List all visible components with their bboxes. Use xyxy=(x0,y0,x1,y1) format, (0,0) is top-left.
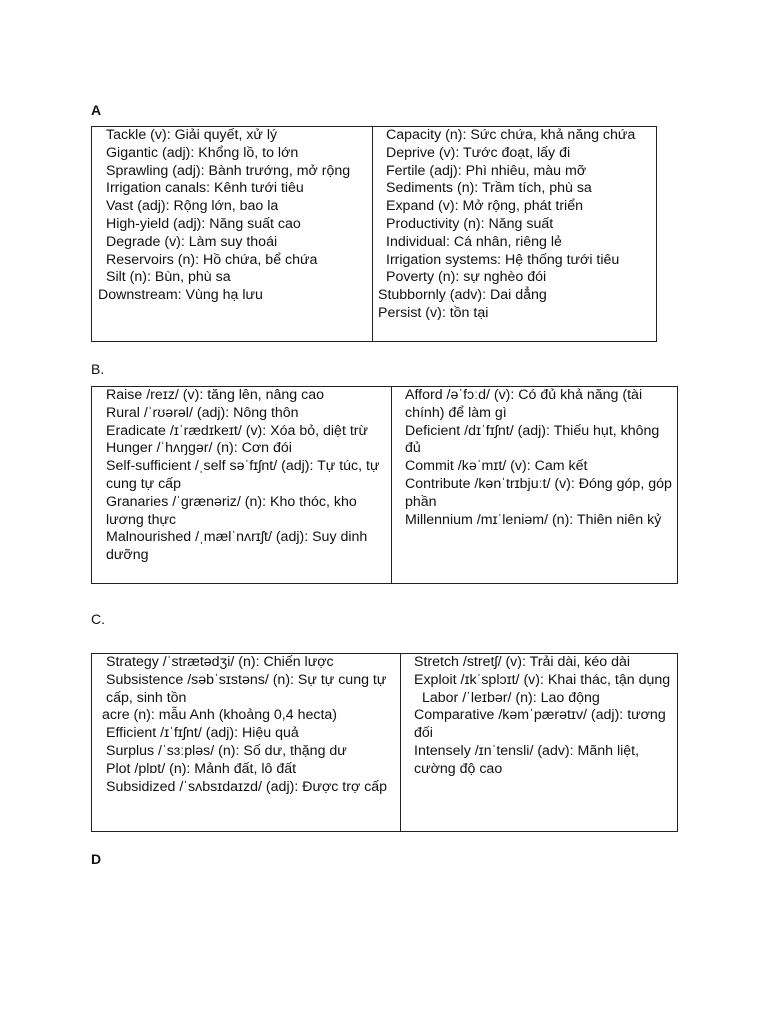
vocab-entry: Plot /plɒt/ (n): Mảnh đất, lô đất xyxy=(106,760,297,777)
vocab-entry: Poverty (n): sự nghèo đói xyxy=(386,269,547,286)
vocab-entry: Granaries /ˈɡrænəriz/ (n): Kho thóc, kho lương thực xyxy=(106,493,357,528)
vocab-entry: Commit /kəˈmɪt/ (v): Cam kết xyxy=(405,458,588,475)
vocab-entry: Individual: Cá nhân, riêng lẻ xyxy=(386,233,562,250)
section-b-heading: B. xyxy=(91,361,105,377)
vocab-entry: Surplus /ˈsɜːpləs/ (n): Số dư, thặng dư xyxy=(106,742,347,759)
vocab-entry: Intensely /ɪnˈtensli/ (adv): Mãnh liệt, cường độ cao xyxy=(414,742,640,777)
vocab-entry: Rural /ˈrʊərəl/ (adj): Nông thôn xyxy=(106,404,299,421)
vocab-entry: Strategy /ˈstrætədʒi/ (n): Chiến lược xyxy=(106,654,334,670)
section-a-left-column xyxy=(92,127,372,341)
vocab-entry: Millennium /mɪˈleniəm/ (n): Thiên niên kỷ xyxy=(405,511,662,528)
vocab-entry: Stretch /stretʃ/ (v): Trải dài, kéo dài xyxy=(414,654,631,670)
vocab-entry: Exploit /ɪkˈsplɔɪt/ (v): Khai thác, tận dụng xyxy=(414,671,671,688)
section-c-right-column xyxy=(401,654,677,831)
vocab-entry: acre (n): mẫu Anh (khoảng 0,4 hecta) xyxy=(102,707,338,724)
vocab-entry: Subsistence /səbˈsɪstəns/ (n): Sự tự cung tự cấp, sinh tồn xyxy=(106,671,387,706)
vocab-entry: Subsidized /ˈsʌbsɪdaɪzd/ (adj): Được trợ cấp xyxy=(106,778,388,795)
vocab-entry: Sediments (n): Trầm tích, phù sa xyxy=(386,180,592,197)
section-b-left-column xyxy=(92,387,391,583)
section-b-table xyxy=(91,386,678,584)
vocab-entry: Stubbornly (adv): Dai dẳng xyxy=(378,287,547,304)
vocab-entry: Capacity (n): Sức chứa, khả năng chứa xyxy=(386,127,636,143)
vocab-entry: High-yield (adj): Năng suất cao xyxy=(106,215,301,232)
section-a-table xyxy=(91,126,657,342)
section-b-right-column xyxy=(392,387,677,583)
section-a-right-column xyxy=(373,127,657,341)
vocab-entry: Persist (v): tồn tại xyxy=(378,304,489,321)
vocab-entry: Deprive (v): Tước đoạt, lấy đi xyxy=(386,144,571,161)
section-a-heading: A xyxy=(91,102,102,118)
vocab-entry: Self-sufficient /ˌself səˈfɪʃnt/ (adj): Tự túc, tự cung tự cấp xyxy=(106,458,380,492)
vocab-entry: Reservoirs (n): Hồ chứa, bể chứa xyxy=(106,251,318,268)
vocab-entry: Contribute /kənˈtrɪbjuːt/ (v): Đóng góp, góp phần xyxy=(405,475,672,510)
vocab-entry: Comparative /kəmˈpærətɪv/ (adj): tương đối xyxy=(414,707,666,742)
vocab-entry: Irrigation systems: Hệ thống tưới tiêu xyxy=(386,251,620,268)
section-c-left-column xyxy=(92,654,400,831)
vocab-entry: Expand (v): Mở rộng, phát triển xyxy=(386,198,583,215)
vocab-entry: Vast (adj): Rộng lớn, bao la xyxy=(106,198,279,215)
vocab-entry: Labor /ˈleɪbər/ (n): Lao động xyxy=(422,689,600,706)
vocab-entry: Deficient /dɪˈfɪʃnt/ (adj): Thiếu hụt, không đủ xyxy=(405,422,660,457)
vocab-entry: Downstream: Vùng hạ lưu xyxy=(98,287,263,304)
vocab-entry: Degrade (v): Làm suy thoái xyxy=(106,233,278,250)
vocab-entry: Sprawling (adj): Bành trướng, mở rộng xyxy=(106,162,351,179)
section-c-table xyxy=(91,653,678,832)
vocab-entry: Raise /reɪz/ (v): tăng lên, nâng cao xyxy=(106,387,324,403)
vocab-entry: Gigantic (adj): Khổng lồ, to lớn xyxy=(106,144,299,161)
vocab-entry: Malnourished /ˌmælˈnʌrɪʃt/ (adj): Suy dinh dưỡng xyxy=(106,529,368,564)
vocab-entry: Productivity (n): Năng suất xyxy=(386,215,554,232)
vocab-entry: Silt (n): Bùn, phù sa xyxy=(106,269,231,286)
vocab-entry: Eradicate /ɪˈrædɪkeɪt/ (v): Xóa bỏ, diệt trừ xyxy=(106,422,368,439)
section-c-heading: C. xyxy=(91,611,105,627)
section-d-heading: D xyxy=(91,851,102,867)
vocab-entry: Fertile (adj): Phì nhiêu, màu mỡ xyxy=(386,162,587,179)
vocab-entry: Afford /əˈfɔːd/ (v): Có đủ khả năng (tài chính) để làm gì xyxy=(405,387,643,421)
vocab-entry: Efficient /ɪˈfɪʃnt/ (adj): Hiệu quả xyxy=(106,725,299,742)
vocab-entry: Tackle (v): Giải quyết, xử lý xyxy=(106,127,278,143)
vocab-entry: Hunger /ˈhʌŋɡər/ (n): Cơn đói xyxy=(106,440,292,457)
vocab-entry: Irrigation canals: Kênh tưới tiêu xyxy=(106,180,304,197)
